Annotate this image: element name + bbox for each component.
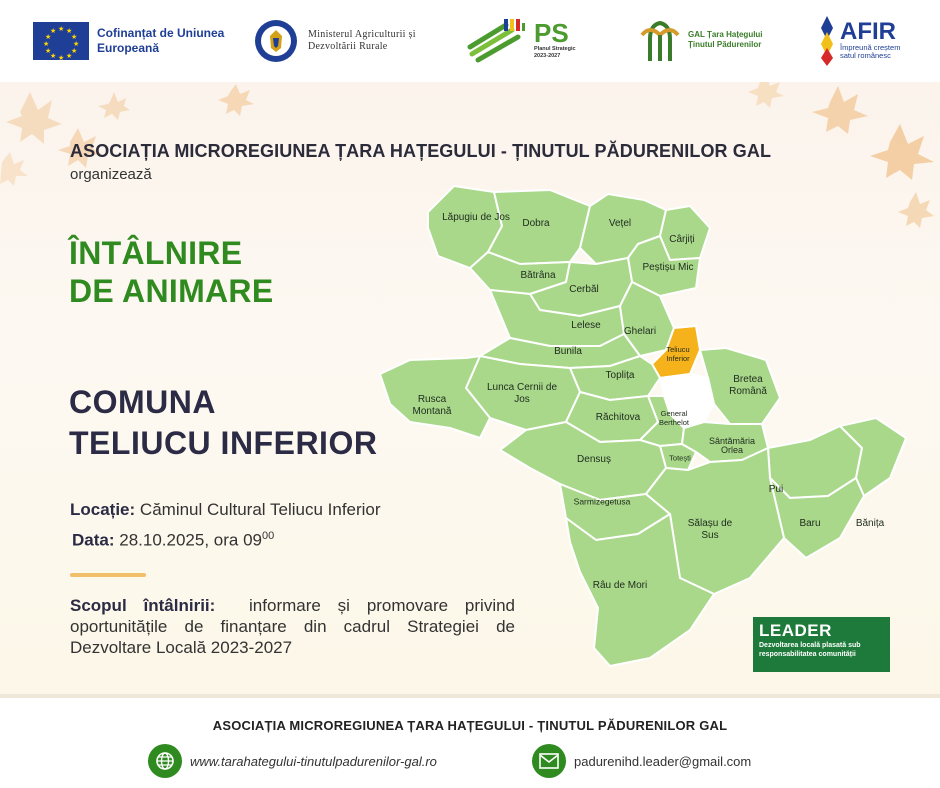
- meeting-title: [69, 234, 273, 310]
- section-divider: [70, 573, 146, 577]
- map-label-ghelari: Ghelari: [623, 326, 657, 337]
- eu-flag-icon: ★ ★ ★ ★ ★ ★ ★ ★ ★ ★ ★ ★: [33, 22, 89, 60]
- map-label-banita: Bănița: [855, 518, 885, 529]
- leader-badge: [753, 617, 890, 672]
- meeting-title-line1: ÎNTÂLNIRE: [69, 235, 243, 271]
- afir-emblem-icon: [818, 14, 836, 66]
- afir-logo: [818, 14, 910, 66]
- date-label: Data:: [72, 530, 115, 550]
- date-time-superscript: 00: [261, 530, 275, 542]
- location-label: Locație:: [70, 500, 136, 519]
- ps-logo-title: PS: [534, 18, 569, 48]
- commune-title-line2: TELIUCU INFERIOR: [69, 425, 378, 461]
- ps-logo-subtitle: Planul Strategic 2023-2027: [534, 46, 576, 59]
- map-label-santamaria-orlea: Sântămăria Orlea: [708, 436, 756, 455]
- poster-content: [0, 82, 940, 694]
- leader-title: LEADER: [759, 621, 832, 640]
- scope-label: Scopul întâlnirii:: [70, 596, 216, 615]
- email-icon: [532, 744, 566, 778]
- gal-logo-text: GAL Țara Hațegului Ținutul Pădurenilor: [688, 30, 763, 49]
- location-line: [70, 500, 381, 520]
- map-label-toplita: Toplița: [605, 370, 635, 381]
- ministry-logo-text: Ministerul Agriculturii și Dezvoltării Rurale: [308, 29, 416, 52]
- afir-logo-subtitle: Împreună creștem satul românesc: [840, 43, 901, 60]
- header-logo-bar: [0, 0, 940, 82]
- meeting-title-line2: DE ANIMARE: [69, 273, 274, 309]
- afir-logo-title: AFIR: [840, 18, 896, 45]
- date-value: 28.10.2025, ora 09: [119, 530, 262, 550]
- map-label-lelese: Lelese: [571, 320, 601, 331]
- afir-logo-text: [840, 20, 910, 60]
- eu-logo: [33, 22, 237, 60]
- territory-map-shapes: [370, 178, 930, 678]
- location-value: Căminul Cultural Teliucu Inferior: [139, 500, 381, 519]
- organizer-title: ASOCIAȚIA MICROREGIUNEA ȚARA HAȚEGULUI - ȚINUTUL PĂDURENILOR GAL: [70, 141, 772, 161]
- map-label-baru: Baru: [799, 518, 821, 529]
- government-seal-icon: [252, 18, 300, 64]
- map-label-batrana: Bătrâna: [520, 270, 556, 281]
- map-label-totesti: Totești: [669, 453, 691, 463]
- map-label-pui: Pui: [768, 484, 784, 495]
- map-label-bunila: Bunila: [554, 346, 582, 357]
- gal-logo: [638, 17, 788, 63]
- date-line: [72, 530, 274, 551]
- map-label-bretea-romana: Bretea Română: [729, 374, 767, 397]
- map-label-rachitova: Răchitova: [595, 412, 641, 423]
- map-label-salasu-de-sus: Sălașu de Sus: [687, 518, 733, 541]
- ministry-logo: [252, 18, 458, 64]
- map-label-pestisu-mic: Peștișu Mic: [642, 262, 694, 273]
- scope-value: informare și promovare privind oportunitățile de finanțare din cadrul Strategiei de Dezvoltare Locală 2023-2027: [70, 596, 516, 657]
- organizer-subtitle: organizează: [70, 166, 152, 183]
- map-label-carjiti: Cârjiți: [669, 234, 695, 245]
- map-label-dobra: Dobra: [522, 218, 550, 229]
- map-label-cerbal: Cerbăl: [569, 284, 599, 295]
- map-label-rusca-montana: Rusca Montană: [412, 394, 452, 417]
- map-label-teliucu-inferior: Teliucu Inferior: [666, 345, 690, 363]
- map-label-densus: Densuș: [577, 454, 611, 465]
- map-label-lapugiu-de-jos: Lăpugiu de Jos: [442, 212, 510, 223]
- map-label-vetel: Vețel: [608, 218, 632, 229]
- globe-icon: [148, 744, 182, 778]
- map-label-general-berthelot: General Berthelot: [658, 409, 690, 427]
- ps-logo: [466, 17, 586, 63]
- commune-title-line1: COMUNA: [69, 384, 216, 420]
- gal-territory-map: [370, 178, 930, 678]
- eu-logo-text: Cofinanțat de Uniunea Europeană: [97, 26, 225, 55]
- map-label-rau-de-mori: Râu de Mori: [592, 580, 648, 591]
- map-label-sarmizegetusa: Sarmizegetusa: [573, 496, 631, 507]
- commune-title: [69, 382, 377, 464]
- ps-stripes-icon: [466, 17, 530, 63]
- leader-subtitle: Dezvoltarea locală plasată sub responsabilitatea comunității: [759, 642, 861, 658]
- ps-logo-text: [534, 20, 586, 60]
- footer: [0, 694, 940, 788]
- map-label-lunca-cernii-de-jos: Lunca Cernii de Jos: [486, 382, 558, 405]
- footer-email-link[interactable]: padurenihd.leader@gmail.com: [574, 754, 752, 769]
- gal-tree-icon: [638, 17, 682, 63]
- footer-website-link[interactable]: www.tarahategului-tinutulpadurenilor-gal.ro: [190, 754, 437, 769]
- footer-title: ASOCIAȚIA MICROREGIUNEA ȚARA HAȚEGULUI - ȚINUTUL PĂDURENILOR GAL: [212, 718, 728, 733]
